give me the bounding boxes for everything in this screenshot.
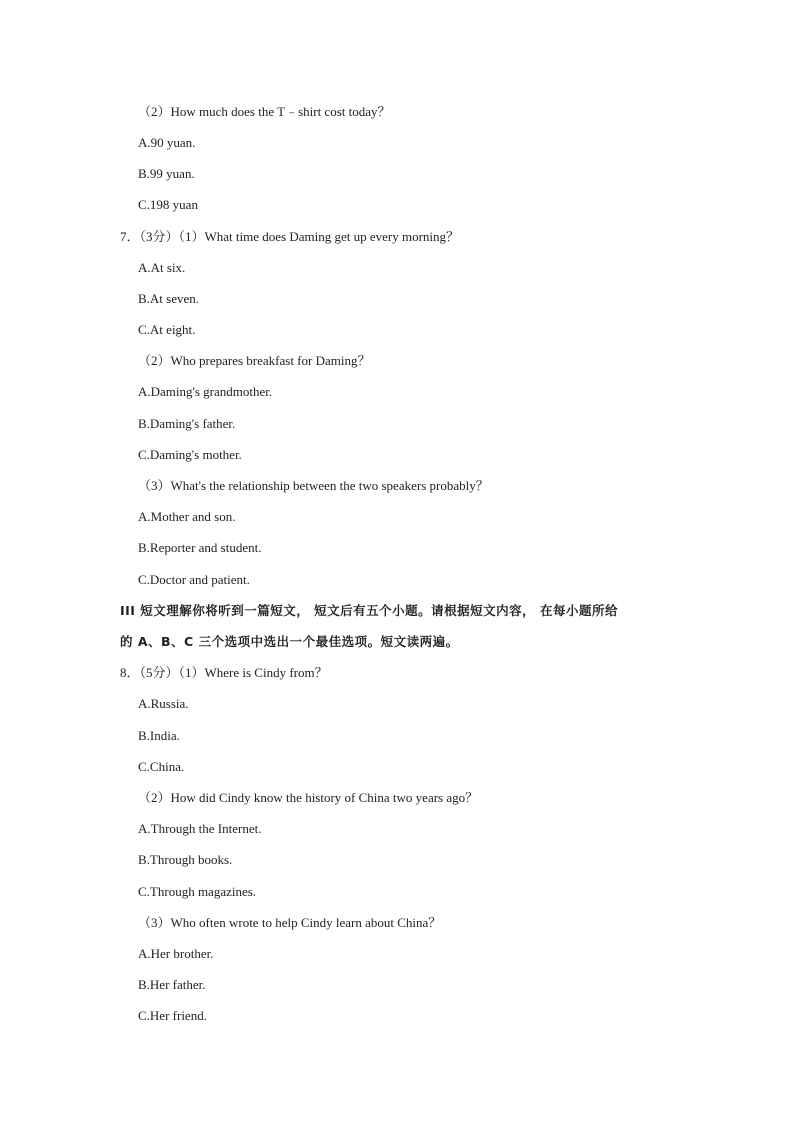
q6-sub2-option-c: C.198 yuan (138, 197, 198, 212)
q8-sub2-option-b: B.Through books. (138, 852, 233, 867)
q7-sub2-stem: （2）Who prepares breakfast for Daming？ (138, 353, 371, 368)
q8-sub1-option-c: C.China. (138, 759, 185, 774)
q6-sub2-option-a: A.90 yuan. (138, 135, 196, 150)
q7-sub2-option-b: B.Daming's father. (138, 416, 236, 431)
section-iii-instructions-line2: 的 A、B、C 三个选项中选出一个最佳选项。短文读两遍。 (120, 634, 459, 649)
q7-sub3-option-a: A.Mother and son. (138, 509, 236, 524)
q8-sub1-option-a: A.Russia. (138, 696, 189, 711)
q8-stem: 8．（5分）（1）Where is Cindy from？ (120, 665, 328, 680)
q8-sub3-option-c: C.Her friend. (138, 1008, 207, 1023)
section-iii-instructions-line1: III 短文理解你将听到一篇短文， 短文后有五个小题。请根据短文内容， 在每小题所给 (120, 603, 619, 618)
q7-sub2-option-a: A.Daming's grandmother. (138, 384, 273, 399)
q8-sub2-option-a: A.Through the Internet. (138, 821, 262, 836)
q7-sub1-option-c: C.At eight. (138, 322, 196, 337)
q7-sub1-option-b: B.At seven. (138, 291, 200, 306)
q7-sub1-option-a: A.At six. (138, 260, 186, 275)
q8-sub3-stem: （3）Who often wrote to help Cindy learn about China？ (138, 915, 442, 930)
q7-stem: 7．（3分）（1）What time does Daming get up every morning？ (120, 229, 460, 244)
q7-sub3-stem: （3）What's the relationship between the two speakers probably？ (138, 478, 489, 493)
q8-sub3-option-a: A.Her brother. (138, 946, 214, 961)
q6-sub2-stem: （2）How much does the T﹣shirt cost today？ (138, 104, 391, 119)
q8-sub3-option-b: B.Her father. (138, 977, 206, 992)
q7-sub3-option-b: B.Reporter and student. (138, 540, 262, 555)
q8-sub2-stem: （2）How did Cindy know the history of China two years ago？ (138, 790, 479, 805)
q7-sub3-option-c: C.Doctor and patient. (138, 572, 250, 587)
q8-sub1-option-b: B.India. (138, 728, 180, 743)
q6-sub2-option-b: B.99 yuan. (138, 166, 195, 181)
q8-sub2-option-c: C.Through magazines. (138, 884, 257, 899)
q7-sub2-option-c: C.Daming's mother. (138, 447, 242, 462)
